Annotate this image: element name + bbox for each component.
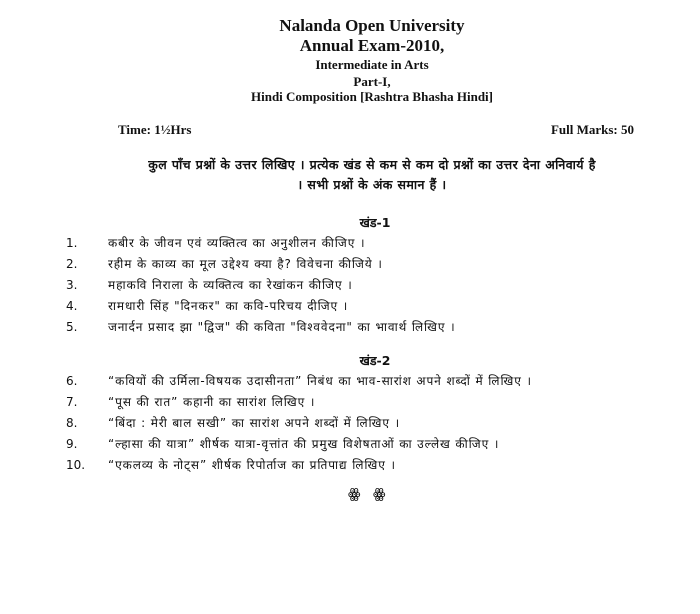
subject-title: Hindi Composition [Rashtra Bhasha Hindi] [250, 89, 493, 104]
question-item [66, 234, 365, 251]
question-number: 9. [66, 437, 78, 451]
question-text: महाकवि निराला के व्यक्तित्व का रेखांकन कीजिए । [108, 278, 353, 292]
full-marks-label: Full Marks: 50 [550, 122, 634, 137]
end-of-paper-mark: ꙮ ꙮ [348, 487, 390, 502]
question-item [66, 318, 456, 335]
question-number: 6. [66, 374, 78, 388]
question-text: “कवियों की उर्मिला-विषयक उदासीनता” निबंध का भाव-सारांश अपने शब्दों में लिखिए । [108, 374, 532, 388]
instructions-line-1: कुल पाँच प्रश्नों के उत्तर लिखिए । प्रत्येक खंड से कम से कम दो प्रश्नों का उत्तर देना अनिवार्य है [148, 157, 596, 172]
question-number: 4. [66, 299, 78, 313]
question-item [66, 456, 396, 473]
question-item [66, 414, 400, 431]
question-number: 10. [66, 458, 86, 472]
question-text: “ल्हासा की यात्रा” शीर्षक यात्रा-वृत्तांत की प्रमुख विशेषताओं का उल्लेख कीजिए । [108, 437, 500, 451]
question-item [66, 276, 353, 293]
question-item [66, 393, 315, 410]
question-number: 5. [66, 320, 78, 334]
question-text: रामधारी सिंह "दिनकर" का कवि-परिचय दीजिए । [108, 299, 349, 313]
question-number: 8. [66, 416, 78, 430]
question-text: रहीम के काव्य का मूल उद्देश्य क्या है? विवेचना कीजिये । [108, 257, 383, 271]
question-text: “बिंदा : मेरी बाल सखी” का सारांश अपने शब्दों में लिखिए । [108, 416, 401, 430]
course-name: Intermediate in Arts [315, 57, 429, 72]
question-text: जनार्दन प्रसाद झा "द्विज" की कविता "विश्ववेदना" का भावार्थ लिखिए । [108, 320, 456, 334]
exam-title: Annual Exam-2010, [299, 36, 445, 55]
question-text: “एकलव्य के नोट्स” शीर्षक रिपोर्ताज का प्रतिपाद्य लिखिए । [108, 458, 396, 472]
question-item [66, 372, 532, 389]
question-item [66, 255, 383, 272]
instructions-line-2: । सभी प्रश्नों के अंक समान हैं । [297, 177, 447, 192]
question-item [66, 297, 348, 314]
university-name: Nalanda Open University [279, 16, 465, 35]
question-number: 7. [66, 395, 78, 409]
question-number: 2. [66, 257, 78, 271]
part-label: Part-I, [353, 74, 391, 89]
section-1-title: खंड-1 [359, 215, 391, 230]
time-label: Time: 1½Hrs [118, 122, 192, 137]
question-number: 3. [66, 278, 78, 292]
question-text: कबीर के जीवन एवं व्यक्तित्व का अनुशीलन कीजिए । [108, 236, 366, 250]
question-number: 1. [66, 236, 78, 250]
section-2-title: खंड-2 [359, 353, 391, 368]
question-text: “पूस की रात” कहानी का सारांश लिखिए । [108, 395, 316, 409]
question-item [66, 435, 499, 452]
